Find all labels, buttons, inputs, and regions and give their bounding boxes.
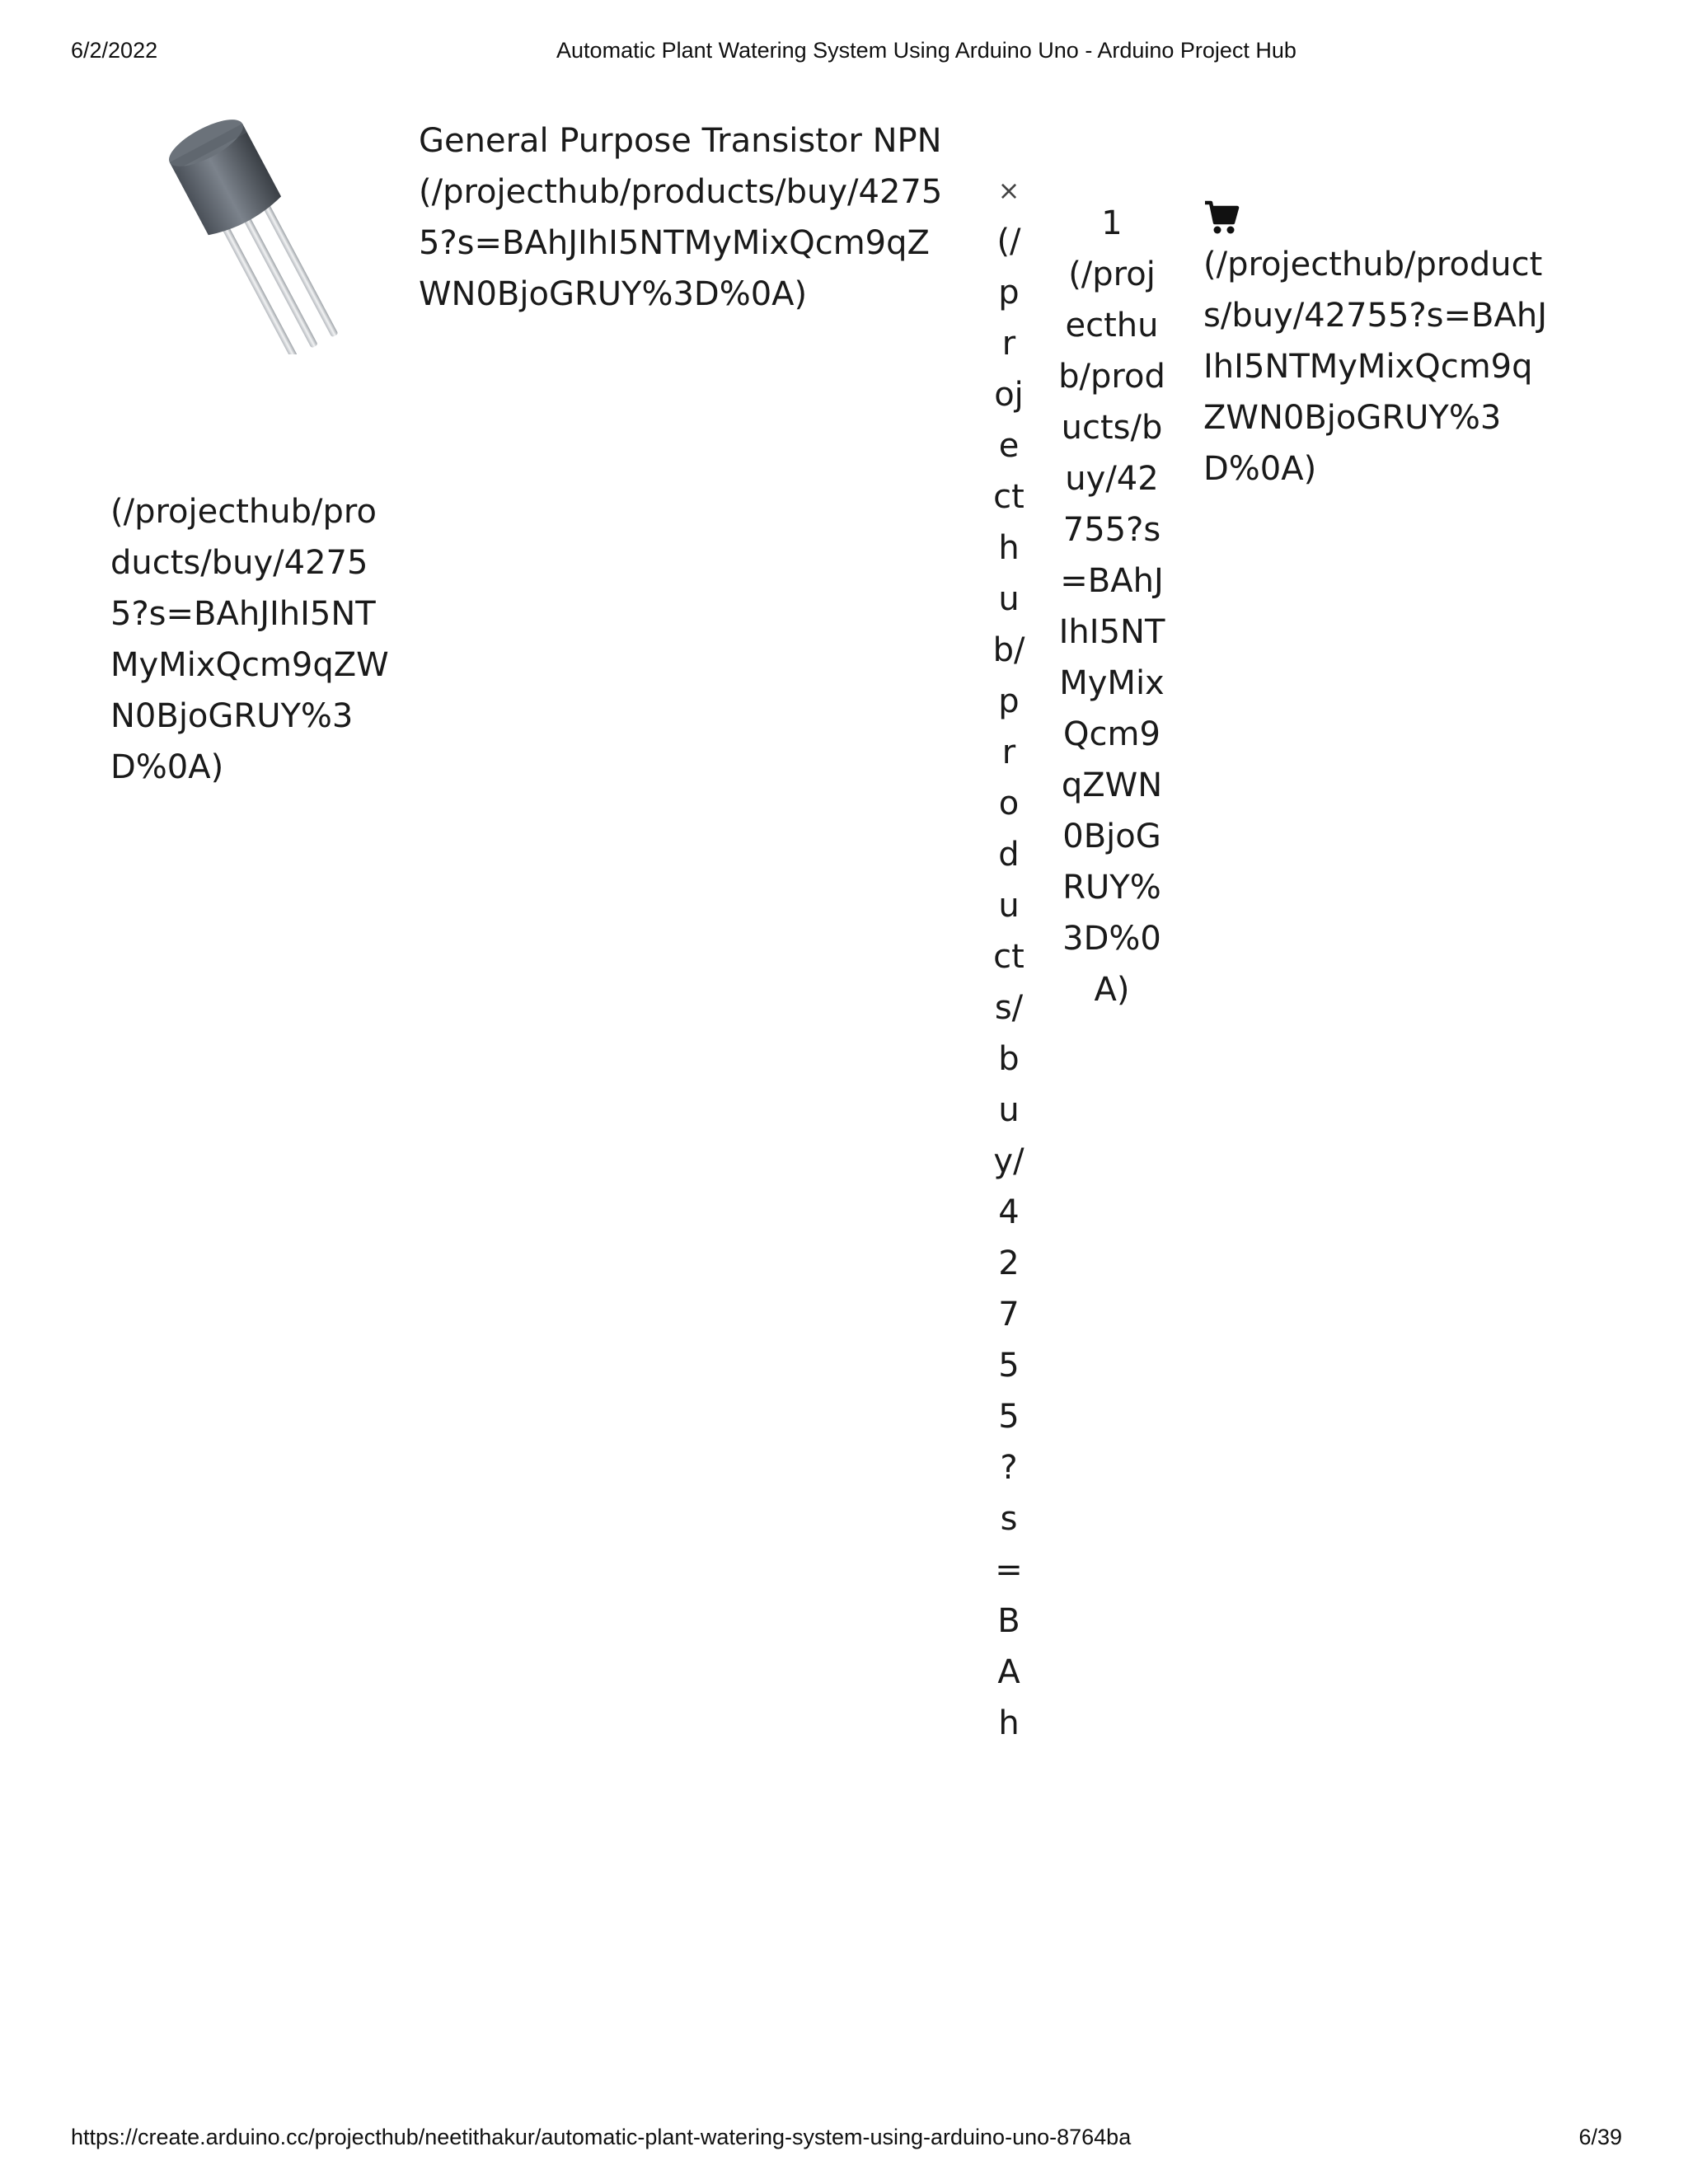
- component-image-link-text[interactable]: (/projecthub/products/buy/42755?s=BAhJIhI5NTMyMixQcm9qZWN0BjoGRUY%3D%0A): [110, 493, 389, 786]
- print-header: [0, 38, 1688, 71]
- component-image-link[interactable]: [110, 107, 396, 371]
- remove-link-text[interactable]: (/projecthub/products/buy/42755?s=BAh: [992, 223, 1025, 1742]
- transistor-image: [127, 107, 412, 354]
- component-image-cell: [110, 107, 396, 793]
- component-name[interactable]: General Purpose Transistor NPN: [419, 122, 942, 160]
- component-name-cell: [419, 115, 946, 320]
- quantity-link-text[interactable]: (/projecthub/products/buy/42755?s=BAhJIhI5NTMyMixQcm9qZWN0BjoGRUY%3D%0A): [1058, 255, 1165, 1009]
- close-icon[interactable]: ×: [997, 175, 1020, 206]
- component-remove-cell: [992, 165, 1025, 1749]
- shopping-cart-icon[interactable]: [1203, 198, 1240, 239]
- component-cart-cell: [1203, 198, 1550, 494]
- print-url: https://create.arduino.cc/projecthub/neetithakur/automatic-plant-watering-system-using-arduino-uno-8764ba: [71, 2125, 1132, 2149]
- print-page-number: 6/39: [1578, 2125, 1622, 2149]
- component-quantity-cell: [1058, 198, 1165, 1015]
- print-footer: [0, 2125, 1688, 2158]
- cart-link-text[interactable]: (/projecthub/products/buy/42755?s=BAhJIhI5NTMyMixQcm9qZWN0BjoGRUY%3D%0A): [1203, 246, 1547, 488]
- component-name-link-text[interactable]: (/projecthub/products/buy/42755?s=BAhJIhI5NTMyMixQcm9qZWN0BjoGRUY%3D%0A): [419, 173, 943, 313]
- component-quantity: 1: [1101, 204, 1123, 242]
- component-row: [0, 107, 1688, 2110]
- print-date: 6/2/2022: [71, 38, 158, 63]
- print-page-title: Automatic Plant Watering System Using Arduino Uno - Arduino Project Hub: [556, 38, 1296, 63]
